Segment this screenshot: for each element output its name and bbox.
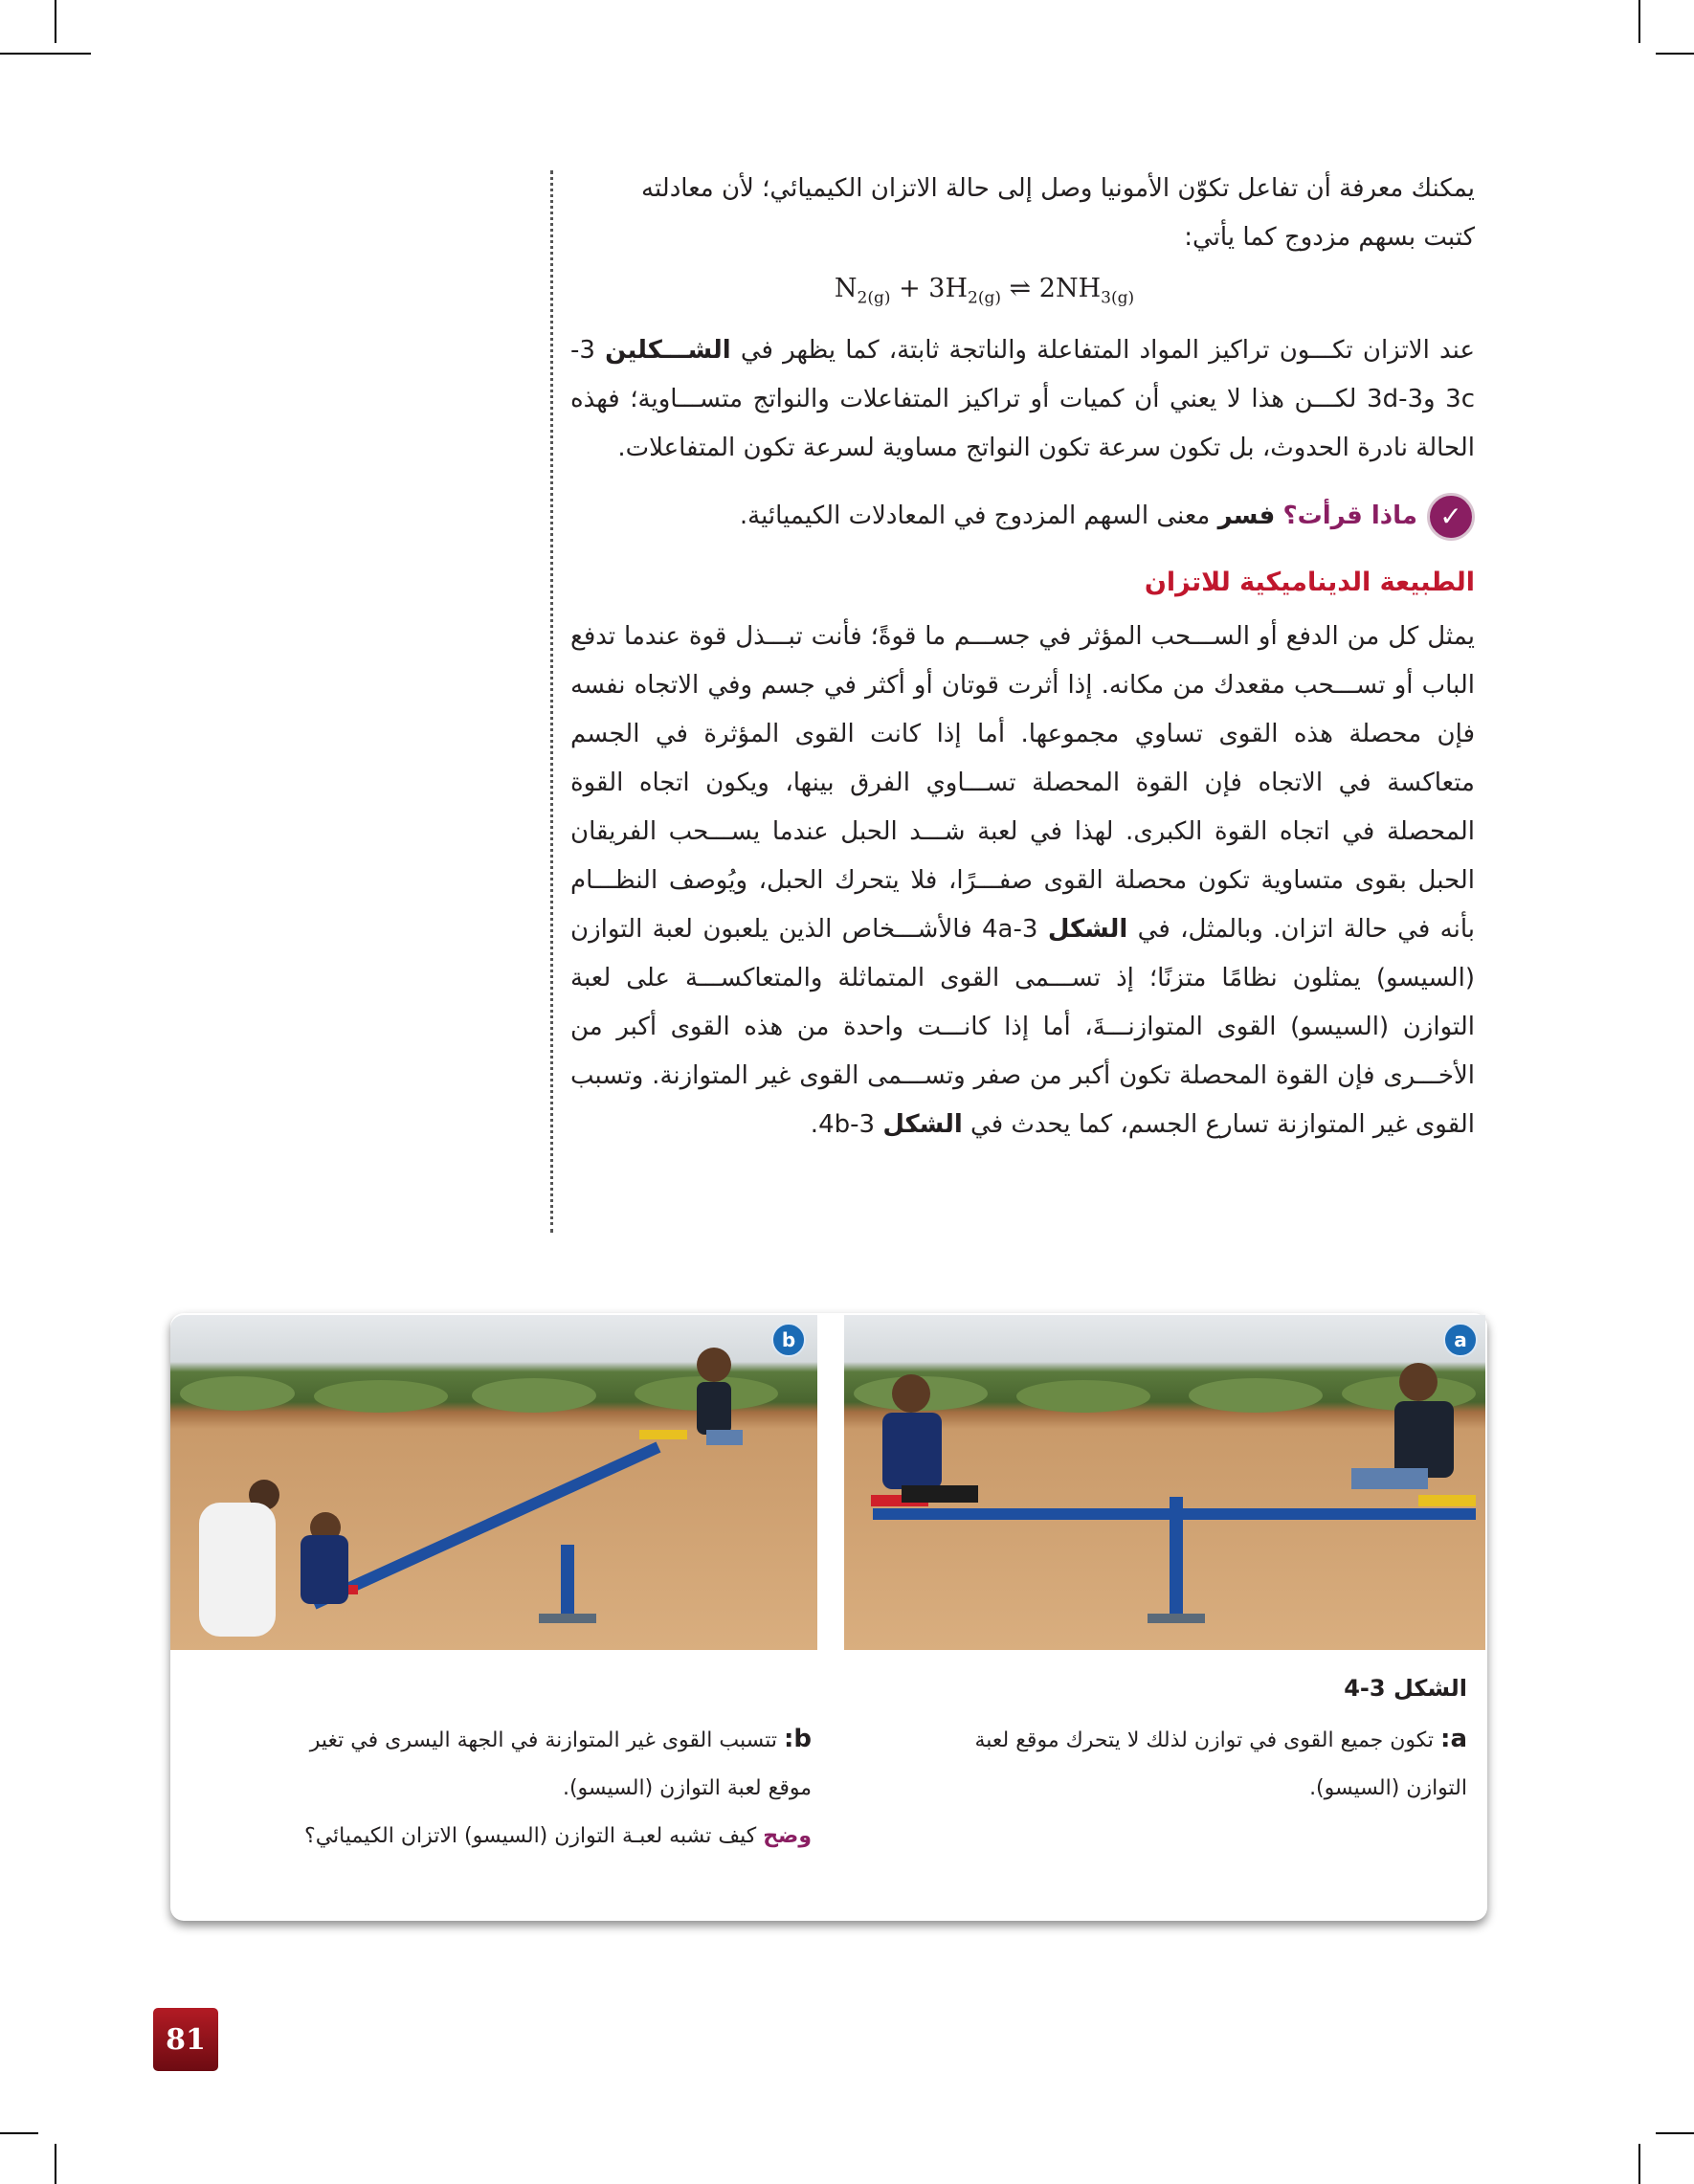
equilibrium-arrow: ⇌ [1000,274,1039,303]
reading-check-verb: فسر [1217,501,1276,531]
column-divider [550,170,553,1233]
caption-a: a: تكون جميع القوى في توازن لذلك لا يتحرك موقع لعبة التوازن (السيسو). [974,1725,1467,1800]
ammonia-equation: $N_{2(g)} + 3H_{2(g)}$ ⇌ $2NH_{3(g)}$ [834,274,1135,308]
photo-badge-a: a [1443,1323,1478,1357]
crop-mark [0,2132,38,2134]
intro-line-2: كتبت بسهم مزدوج كما يأتي: [1184,223,1475,252]
reading-check-label: ماذا قرأت؟ [1282,501,1417,531]
seesaw-unbalanced-illustration [170,1315,817,1650]
crop-mark [55,0,56,43]
explain-label: وضح [763,1824,812,1848]
seesaw-photo-balanced [844,1315,1485,1650]
photo-badge-b: b [771,1323,806,1357]
caption-b: b: تتسبب القوى غير المتوازنة في الجهة اليسرى في تغير موقع لعبة التوازن (السيسو). وضح كيف تشبه لعبـة التوازن (السيسو) الاتزان الكيميائي؟ [304,1725,812,1848]
figure-reference: الشـــكلين [605,336,731,366]
crop-mark [55,2144,56,2184]
page-number: 81 [153,2008,218,2071]
intro-paragraph [570,165,1475,262]
figure-title: الشكل 3-4 [1344,1675,1467,1702]
figure-reference: الشكل [882,1110,963,1140]
checkmark-icon: ✓ [1427,493,1475,541]
main-text-column [570,165,1475,1149]
crop-mark [1656,53,1694,55]
equilibrium-paragraph: عند الاتزان تكـــون تراكيز المواد المتفاعلة والناتجة ثابتة، كما يظهر في الشـــكلين 3-3c و3-3d لكـــن هذا لا يعني أن كميات أو تراكيز المتفاعلات والنواتج متســـاوية؛ فهذه الحالة نادرة الحدوث، بل تكون سرعة تكون النواتج مساوية لسرعة تكون المتفاعلات. [570,336,1476,463]
crop-mark [1638,2144,1640,2184]
seesaw-photo-unbalanced [170,1315,817,1650]
section-heading: الطبيعة الديناميكية للاتزان [1144,568,1475,598]
crop-mark [0,53,91,55]
figure-3-4 [170,1313,1487,1921]
forces-paragraph: يمثل كل من الدفع أو الســـحب المؤثر في جســـم ما قوةً؛ فأنت تبـــذل قوة عندما تدفع الباب أو تســـحب مقعدك من مكانه. إذا أثرت قوتان أو أكثر في جسم وفي الاتجاه نفسه فإن محصلة هذه القوى تساوي مجموعها. أما إذا كانت القوى المؤثرة في الجسم متعاكسة في الاتجاه فإن القوة المحصلة تســـاوي الفرق بينها، ويكون اتجاه القوة المحصلة في اتجاه القوة الكبرى. لهذا في لعبة شـــد الحبل عندما يســـحب الفريقان الحبل بقوى متساوية تكون محصلة القوى صفـــرًا، فلا يتحرك الحبل، ويُوصف النظـــام بأنه في حالة اتزان. وبالمثل، في الشكل 3-4a فالأشـــخاص الذين يلعبون لعبة التوازن (السيسو) يمثلون نظامًا متزنًا؛ إذ تســـمى القوى المتماثلة والمتعاكســـة على لعبة التوازن (السيسو) القوى المتوازنـــةَ، أما إذا كانـــت واحدة من هذه القوى أكبر من الأخـــرى فإن القوة المحصلة تكون أكبر من صفر وتســـمى القوى غير المتوازنة. وتسبب القوى غير المتوازنة تسارع الجسم، كما يحدث في الشكل 3-4b. [570,622,1475,1140]
crop-mark [1638,0,1640,43]
intro-line-1: يمكنك معرفة أن تفاعل تكوّن الأمونيا وصل إلى حالة الاتزان الكيميائي؛ لأن معادلته [641,174,1475,203]
seesaw-balanced-illustration [844,1315,1485,1650]
reading-check-text: معنى السهم المزدوج في المعادلات الكيميائية. [739,501,1218,531]
figure-reference: الشكل [1047,915,1128,945]
crop-mark [1656,2132,1694,2134]
reading-check [570,492,1475,541]
explain-question: كيف تشبه لعبـة التوازن (السيسو) الاتزان الكيميائي؟ [304,1824,764,1848]
